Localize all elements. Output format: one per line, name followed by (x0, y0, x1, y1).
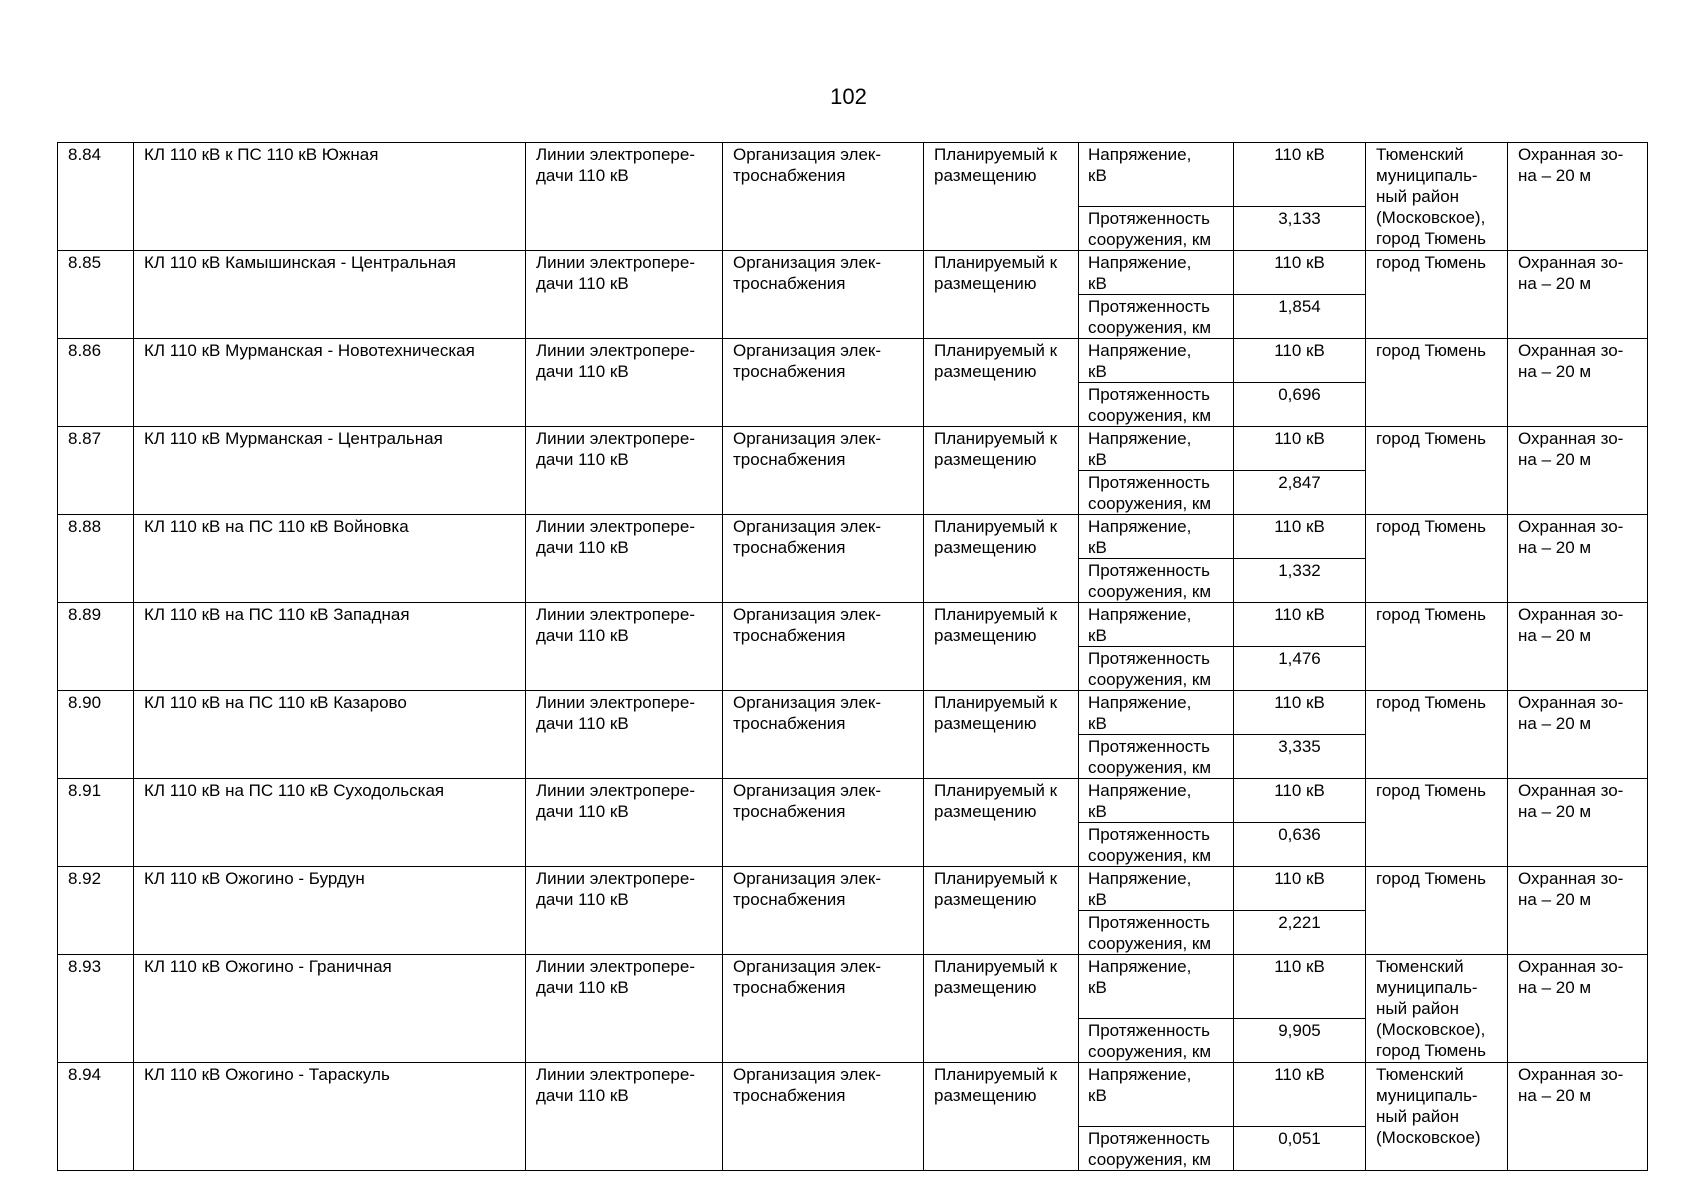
param-voltage-label: Напряжение, кВ (1079, 1063, 1234, 1127)
object-location: город Тюмень (1366, 427, 1508, 515)
object-type: Линии электропере- дачи 110 кВ (526, 779, 723, 867)
param-length-label: Протяженность сооружения, км (1079, 471, 1234, 515)
object-name: КЛ 110 кВ Камышинская - Центральная (134, 251, 526, 339)
object-type: Линии электропере- дачи 110 кВ (526, 339, 723, 427)
object-status: Планируемый к размещению (924, 143, 1079, 251)
object-name: КЛ 110 кВ Ожогино - Граничная (134, 955, 526, 1063)
param-length-label: Протяженность сооружения, км (1079, 1019, 1234, 1063)
object-type: Линии электропере- дачи 110 кВ (526, 691, 723, 779)
param-length-label: Протяженность сооружения, км (1079, 735, 1234, 779)
protection-zone: Охранная зо- на – 20 м (1508, 867, 1648, 955)
object-location: город Тюмень (1366, 867, 1508, 955)
param-length-value: 0,696 (1234, 383, 1366, 427)
object-status: Планируемый к размещению (924, 955, 1079, 1063)
param-length-value: 2,221 (1234, 911, 1366, 955)
param-length-value: 1,332 (1234, 559, 1366, 603)
protection-zone: Охранная зо- на – 20 м (1508, 339, 1648, 427)
object-type: Линии электропере- дачи 110 кВ (526, 515, 723, 603)
object-location: город Тюмень (1366, 779, 1508, 867)
table-row (58, 339, 1648, 383)
object-name: КЛ 110 кВ Ожогино - Бурдун (134, 867, 526, 955)
table-row (58, 691, 1648, 735)
param-length-value: 9,905 (1234, 1019, 1366, 1063)
table-row (58, 955, 1648, 1019)
row-number: 8.94 (58, 1063, 134, 1171)
protection-zone: Охранная зо- на – 20 м (1508, 427, 1648, 515)
register-table (57, 142, 1648, 1171)
object-name: КЛ 110 кВ на ПС 110 кВ Суходольская (134, 779, 526, 867)
row-number: 8.91 (58, 779, 134, 867)
object-location: город Тюмень (1366, 691, 1508, 779)
object-status: Планируемый к размещению (924, 691, 1079, 779)
param-voltage-value: 110 кВ (1234, 251, 1366, 295)
param-voltage-label: Напряжение, кВ (1079, 779, 1234, 823)
param-voltage-label: Напряжение, кВ (1079, 867, 1234, 911)
param-length-label: Протяженность сооружения, км (1079, 207, 1234, 251)
object-location: город Тюмень (1366, 251, 1508, 339)
object-type: Линии электропере- дачи 110 кВ (526, 1063, 723, 1171)
row-number: 8.84 (58, 143, 134, 251)
protection-zone: Охранная зо- на – 20 м (1508, 1063, 1648, 1171)
param-length-label: Протяженность сооружения, км (1079, 559, 1234, 603)
param-voltage-label: Напряжение, кВ (1079, 603, 1234, 647)
object-type: Линии электропере- дачи 110 кВ (526, 867, 723, 955)
table-row (58, 779, 1648, 823)
row-number: 8.85 (58, 251, 134, 339)
protection-zone: Охранная зо- на – 20 м (1508, 955, 1648, 1063)
param-length-value: 3,335 (1234, 735, 1366, 779)
param-length-label: Протяженность сооружения, км (1079, 911, 1234, 955)
param-voltage-value: 110 кВ (1234, 143, 1366, 207)
protection-zone: Охранная зо- на – 20 м (1508, 251, 1648, 339)
table-row (58, 867, 1648, 911)
object-name: КЛ 110 кВ к ПС 110 кВ Южная (134, 143, 526, 251)
object-name: КЛ 110 кВ на ПС 110 кВ Войновка (134, 515, 526, 603)
param-voltage-value: 110 кВ (1234, 603, 1366, 647)
table-row (58, 251, 1648, 295)
param-length-label: Протяженность сооружения, км (1079, 823, 1234, 867)
object-purpose: Организация элек- троснабжения (723, 691, 924, 779)
param-length-value: 0,636 (1234, 823, 1366, 867)
row-number: 8.92 (58, 867, 134, 955)
object-status: Планируемый к размещению (924, 427, 1079, 515)
object-purpose: Организация элек- троснабжения (723, 251, 924, 339)
object-type: Линии электропере- дачи 110 кВ (526, 427, 723, 515)
param-voltage-label: Напряжение, кВ (1079, 143, 1234, 207)
table-row (58, 515, 1648, 559)
param-length-value: 1,854 (1234, 295, 1366, 339)
object-purpose: Организация элек- троснабжения (723, 867, 924, 955)
param-voltage-label: Напряжение, кВ (1079, 339, 1234, 383)
object-name: КЛ 110 кВ на ПС 110 кВ Казарово (134, 691, 526, 779)
object-purpose: Организация элек- троснабжения (723, 143, 924, 251)
param-length-label: Протяженность сооружения, км (1079, 1127, 1234, 1171)
param-voltage-value: 110 кВ (1234, 955, 1366, 1019)
param-voltage-label: Напряжение, кВ (1079, 251, 1234, 295)
object-status: Планируемый к размещению (924, 867, 1079, 955)
object-name: КЛ 110 кВ Мурманская - Новотехническая (134, 339, 526, 427)
object-type: Линии электропере- дачи 110 кВ (526, 251, 723, 339)
param-voltage-value: 110 кВ (1234, 339, 1366, 383)
object-status: Планируемый к размещению (924, 515, 1079, 603)
table-row (58, 427, 1648, 471)
object-name: КЛ 110 кВ Мурманская - Центральная (134, 427, 526, 515)
param-voltage-value: 110 кВ (1234, 867, 1366, 911)
param-voltage-label: Напряжение, кВ (1079, 515, 1234, 559)
object-purpose: Организация элек- троснабжения (723, 515, 924, 603)
object-location: Тюменский муниципаль- ный район (Московское), город Тюмень (1366, 143, 1508, 251)
page-number: 102 (830, 84, 867, 109)
object-status: Планируемый к размещению (924, 603, 1079, 691)
param-voltage-label: Напряжение, кВ (1079, 955, 1234, 1019)
object-purpose: Организация элек- троснабжения (723, 955, 924, 1063)
object-location: город Тюмень (1366, 515, 1508, 603)
protection-zone: Охранная зо- на – 20 м (1508, 779, 1648, 867)
object-location: Тюменский муниципаль- ный район (Московское) (1366, 1063, 1508, 1171)
object-type: Линии электропере- дачи 110 кВ (526, 955, 723, 1063)
object-status: Планируемый к размещению (924, 339, 1079, 427)
object-status: Планируемый к размещению (924, 779, 1079, 867)
param-length-label: Протяженность сооружения, км (1079, 647, 1234, 691)
param-length-value: 1,476 (1234, 647, 1366, 691)
param-voltage-value: 110 кВ (1234, 1063, 1366, 1127)
object-name: КЛ 110 кВ на ПС 110 кВ Западная (134, 603, 526, 691)
object-location: город Тюмень (1366, 603, 1508, 691)
object-status: Планируемый к размещению (924, 251, 1079, 339)
object-name: КЛ 110 кВ Ожогино - Тараскуль (134, 1063, 526, 1171)
object-purpose: Организация элек- троснабжения (723, 779, 924, 867)
object-location: Тюменский муниципаль- ный район (Московское), город Тюмень (1366, 955, 1508, 1063)
table-row (58, 603, 1648, 647)
table-row (58, 143, 1648, 207)
param-length-value: 0,051 (1234, 1127, 1366, 1171)
object-purpose: Организация элек- троснабжения (723, 427, 924, 515)
param-length-label: Протяженность сооружения, км (1079, 295, 1234, 339)
table-row (58, 1063, 1648, 1127)
object-type: Линии электропере- дачи 110 кВ (526, 603, 723, 691)
row-number: 8.90 (58, 691, 134, 779)
protection-zone: Охранная зо- на – 20 м (1508, 691, 1648, 779)
param-voltage-value: 110 кВ (1234, 779, 1366, 823)
protection-zone: Охранная зо- на – 20 м (1508, 143, 1648, 251)
param-length-value: 3,133 (1234, 207, 1366, 251)
object-status: Планируемый к размещению (924, 1063, 1079, 1171)
param-length-value: 2,847 (1234, 471, 1366, 515)
object-purpose: Организация элек- троснабжения (723, 603, 924, 691)
param-voltage-value: 110 кВ (1234, 427, 1366, 471)
protection-zone: Охранная зо- на – 20 м (1508, 603, 1648, 691)
row-number: 8.86 (58, 339, 134, 427)
param-voltage-value: 110 кВ (1234, 515, 1366, 559)
object-type: Линии электропере- дачи 110 кВ (526, 143, 723, 251)
row-number: 8.93 (58, 955, 134, 1063)
table-body (58, 143, 1648, 1171)
param-voltage-label: Напряжение, кВ (1079, 691, 1234, 735)
param-length-label: Протяженность сооружения, км (1079, 383, 1234, 427)
row-number: 8.87 (58, 427, 134, 515)
param-voltage-label: Напряжение, кВ (1079, 427, 1234, 471)
protection-zone: Охранная зо- на – 20 м (1508, 515, 1648, 603)
object-purpose: Организация элек- троснабжения (723, 339, 924, 427)
object-purpose: Организация элек- троснабжения (723, 1063, 924, 1171)
param-voltage-value: 110 кВ (1234, 691, 1366, 735)
row-number: 8.89 (58, 603, 134, 691)
row-number: 8.88 (58, 515, 134, 603)
object-location: город Тюмень (1366, 339, 1508, 427)
